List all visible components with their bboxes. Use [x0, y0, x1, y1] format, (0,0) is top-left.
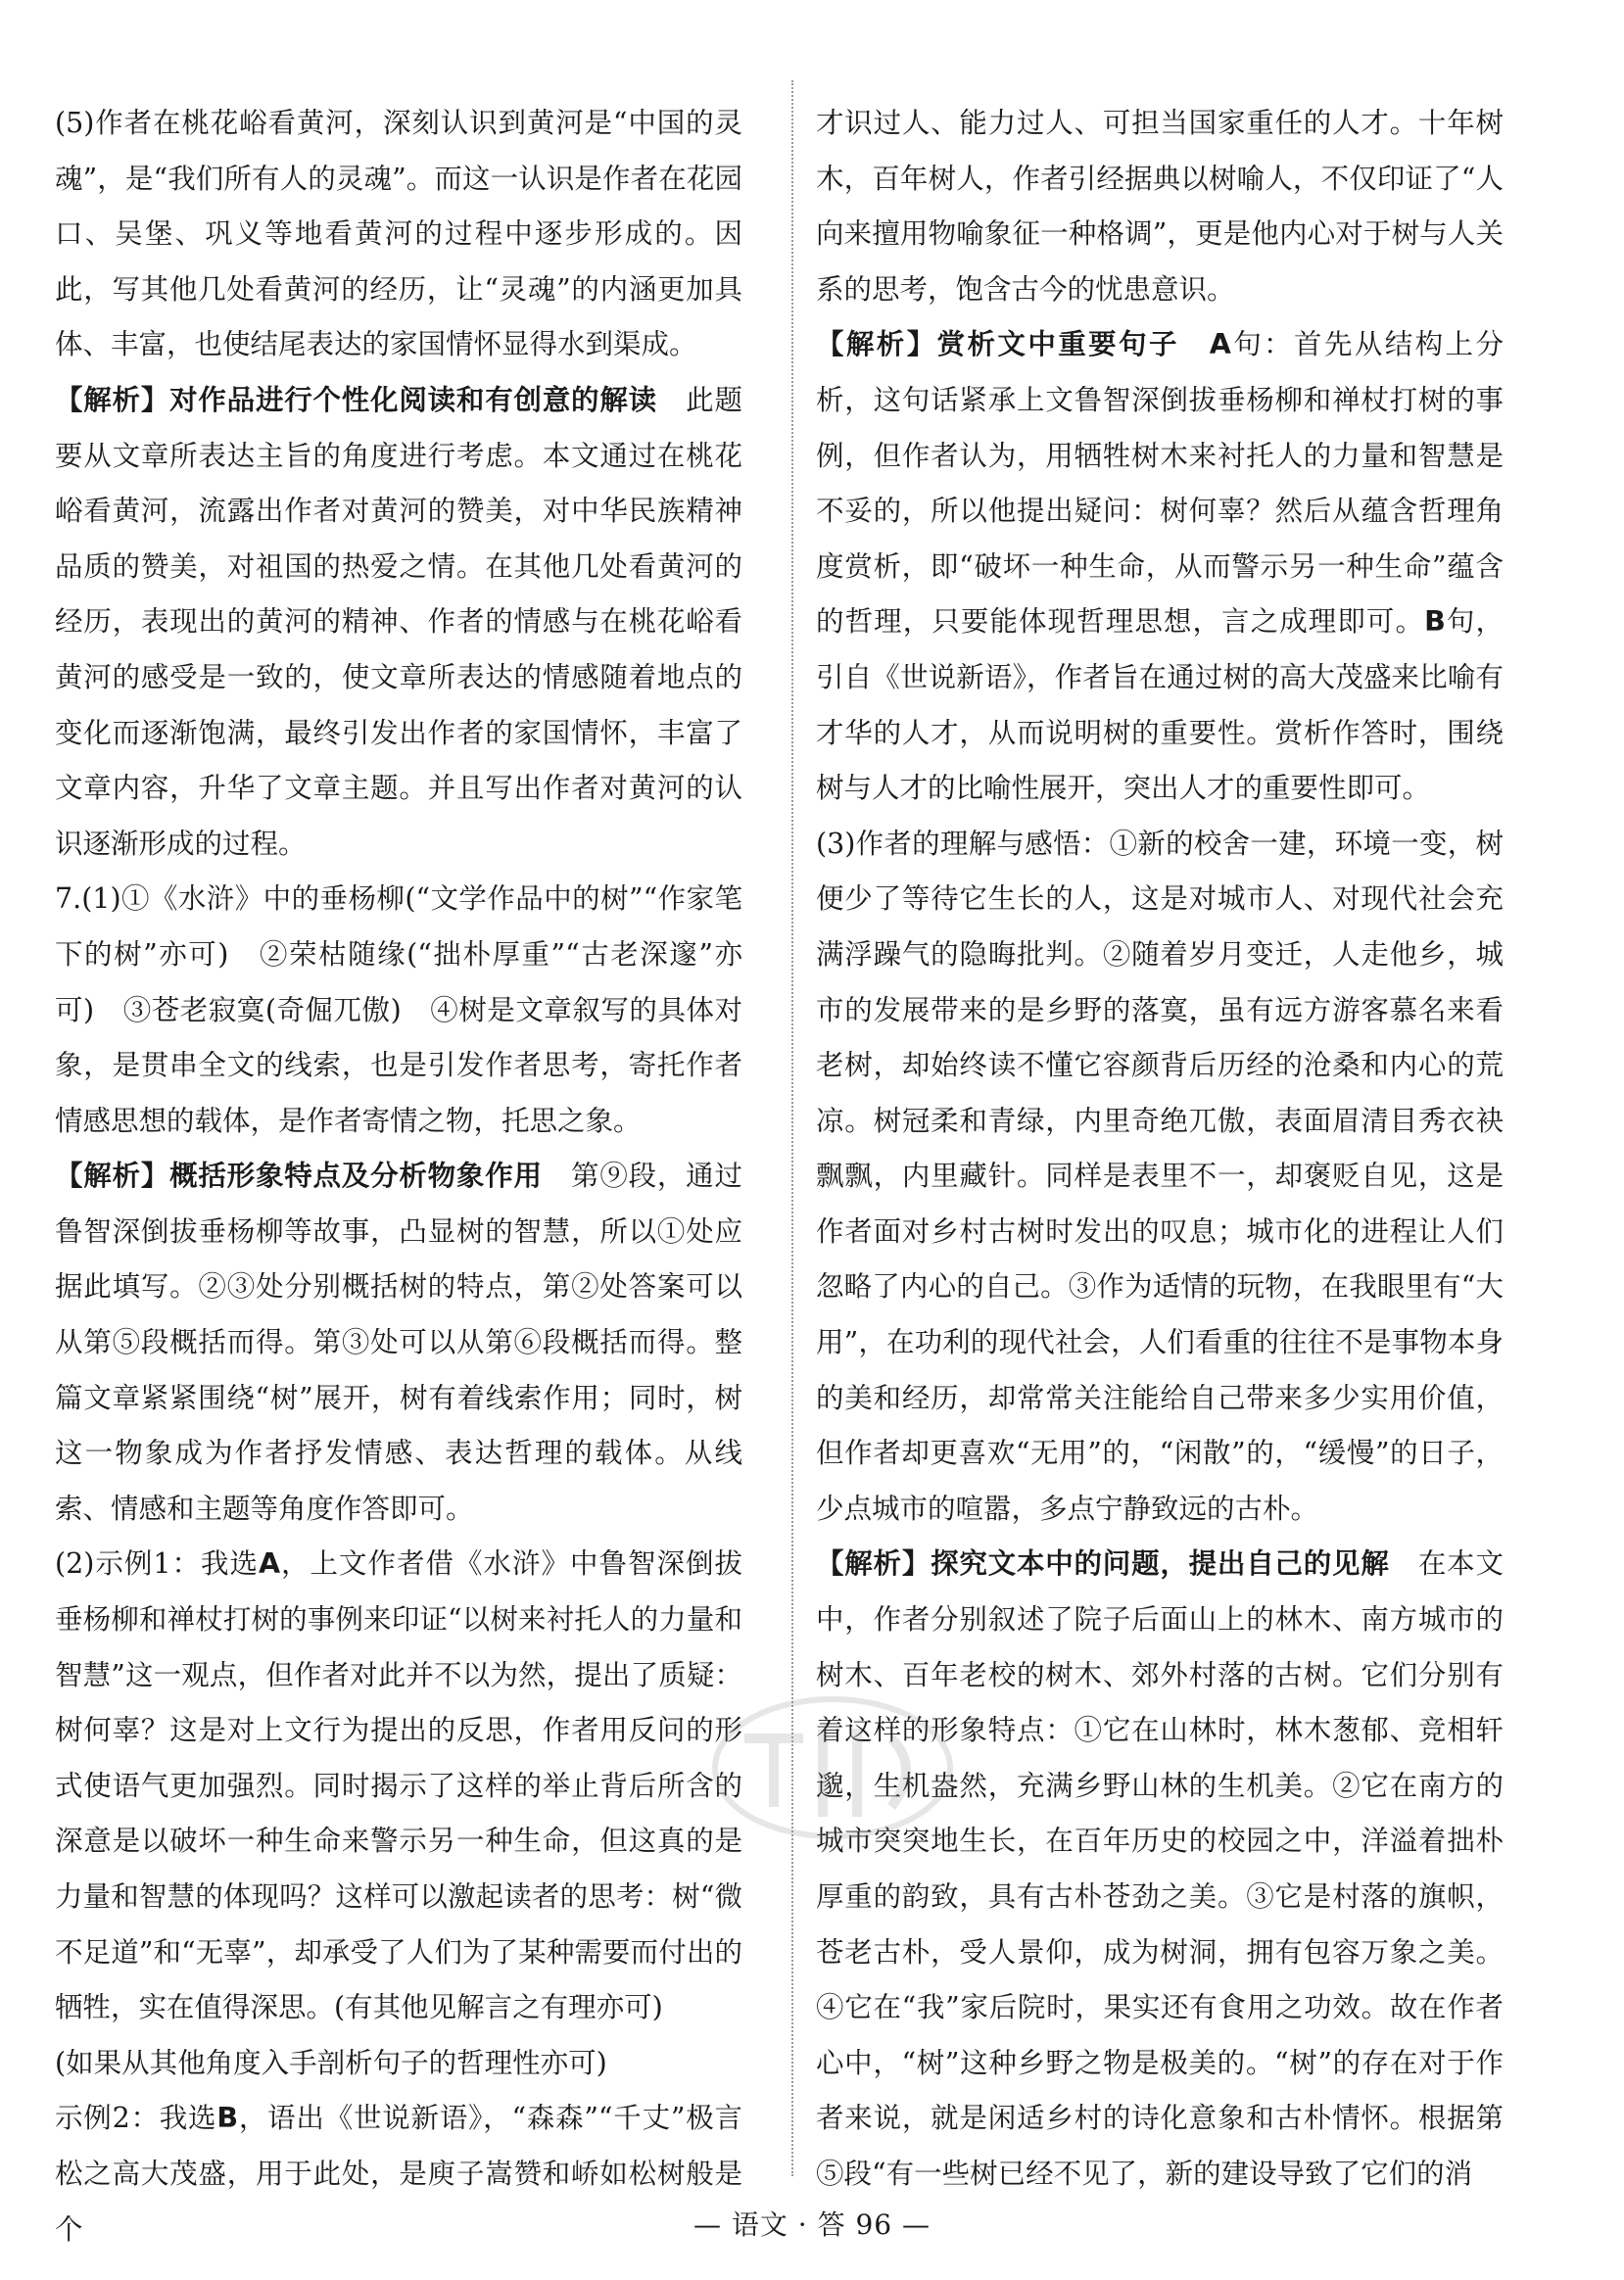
page-footer: — 语文 · 答 96 —	[693, 2209, 931, 2241]
analysis-block	[55, 373, 742, 872]
answer-7-1: 7.(1)①《水浒》中的垂杨柳(“文学作品中的树”“作家笔下的树”亦可) ②荣枯随缘(“拙朴厚重”“古老深邃”亦可) ③苍老寂寞(奇倔兀傲) ④树是文章叙写的具体对象，是贯串全文的线索，也是引发作者思考，寄托作者情感思想的载体，是作者寄情之物，托思之象。	[55, 882, 742, 1137]
answer-7-2-note: (如果从其他角度入手剖析句子的哲理性亦可)	[55, 2046, 607, 2079]
analysis-title: 探究文本中的问题，提出自己的见解	[931, 1547, 1390, 1581]
answer-7-3: (3)作者的理解与感悟：①新的校舍一建，环境一变，树便少了等待它生长的人，这是对城市人、对现代社会充满浮躁气的隐晦批判。②随着岁月变迁，人走他乡，城市的发展带来的是乡野的落寞，虽有远方游客慕名来看老树，却始终读不懂它容颜背后历经的沧桑和内心的荒凉。树冠柔和青绿，内里奇绝兀傲，表面眉清目秀衣袂飘飘，内里藏针。同样是表里不一，却褒贬自见，这是作者面对乡村古树时发出的叹息；城市化的进程让人们忽略了内心的自己。③作为适情的玩物，在我眼里有“大用”，在功利的现代社会，人们看重的往往不是事物本身的美和经历，却常常关注能给自己带来多少实用价值，但作者却更喜欢“无用”的，“闲散”的，“缓慢”的日子，少点城市的喧嚣，多点宁静致远的古朴。	[816, 827, 1504, 1525]
analysis-tag: 【解析】	[55, 1160, 170, 1193]
analysis-block	[816, 317, 1504, 816]
analysis-tag: 【解析】	[816, 328, 937, 361]
left-column	[55, 96, 742, 2257]
example-body: ，语出《世说新语》，“森森”“千丈”极言松之高大茂盛，用于此处，是庾子嵩赞和峤如松树般是个	[55, 2102, 742, 2246]
analysis-body: 第⑨段，通过鲁智深倒拔垂杨柳等故事，凸显树的智慧，所以①处应据此填写。②③处分别概括树的特点，第②处答案可以从第⑤段概括而得。第③处可以从第⑥段概括而得。整篇文章紧紧围绕“树”展开，树有着线索作用；同时，树这一物象成为作者抒发情感、表达哲理的载体。从线索、情感和主题等角度作答即可。	[55, 1160, 742, 1525]
analysis-title: 赏析文中重要句子	[936, 328, 1179, 361]
answer-7-2-continued: 才识过人、能力过人、可担当国家重任的人才。十年树木，百年树人，作者引经据典以树喻人，不仅印证了“人向来擅用物喻象征一种格调”，更是他内心对于树与人关系的思考，饱含古今的忧患意识。	[816, 107, 1504, 306]
example-lead: 示例2：我选	[55, 2102, 217, 2135]
analysis-body	[1179, 328, 1210, 360]
analysis-body: 在本文中，作者分别叙述了院子后面山上的林木、南方城市的树木、百年老校的树木、郊外村落的古树。它们分别有着这样的形象特点：①它在山林时，林木葱郁、竞相轩邈，生机盎然，充满乡野山林的生机美。②它在南方的城市突突地生长，在百年历史的校园之中，洋溢着拙朴厚重的韵致，具有古朴苍劲之美。③它是村落的旗帜，苍老古朴，受人景仰，成为树洞，拥有包容万象之美。④它在“我”家后院时，果实还有食用之功效。故在作者心中，“树”这种乡野之物是极美的。“树”的存在对于作者来说，就是闲适乡村的诗化意象和古朴情怀。根据第⑤段“有一些树已经不见了，新的建设导致了它们的消	[816, 1547, 1504, 2190]
column-divider	[791, 80, 793, 2176]
choice-letter: B	[1424, 605, 1446, 639]
analysis-block	[816, 1537, 1504, 2202]
analysis-title: 对作品进行个性化阅读和有创意的解读	[169, 383, 657, 416]
analysis-block	[55, 1149, 742, 1537]
choice-letter: B	[216, 2102, 239, 2135]
analysis-title: 概括形象特点及分析物象作用	[169, 1160, 543, 1193]
right-column	[816, 96, 1504, 2203]
answer-7-2-example-1	[55, 1537, 742, 2035]
analysis-body: 句：首先从结构上分析，这句话紧承上文鲁智深倒拔垂杨柳和禅杖打树的事例，但作者认为，用牺牲树木来衬托人的力量和智慧是不妥的，所以他提出疑问：树何辜？然后从蕴含哲理角度赏析，即“破坏一种生命，从而警示另一种生命”蕴含的哲理，只要能体现哲理思想，言之成理即可。	[816, 328, 1504, 639]
example-body: ，上文作者借《水浒》中鲁智深倒拔垂杨柳和禅杖打树的事例来印证“以树来衬托人的力量和智慧”这一观点，但作者对此并不以为然，提出了质疑：树何辜？这是对上文行为提出的反思，作者用反问的形式使语气更加强烈。同时揭示了这样的举止背后所含的深意是以破坏一种生命来警示另一种生命，但这真的是力量和智慧的体现吗？这样可以激起读者的思考：树“微不足道”和“无辜”，却承受了人们为了某种需要而付出的牺牲，实在值得深思。(有其他见解言之有理亦可)	[55, 1547, 742, 2024]
choice-letter: A	[258, 1547, 281, 1581]
analysis-tag: 【解析】	[55, 383, 170, 416]
analysis-tag: 【解析】	[816, 1547, 931, 1581]
analysis-body: 句，引自《世说新语》，作者旨在通过树的高大茂盛来比喻有才华的人才，从而说明树的重要性。赏析作答时，围绕树与人才的比喻性展开，突出人才的重要性即可。	[816, 605, 1504, 805]
choice-letter: A	[1209, 328, 1231, 361]
example-lead: (2)示例1：我选	[55, 1547, 259, 1581]
answer-5: (5)作者在桃花峪看黄河，深刻认识到黄河是“中国的灵魂”，是“我们所有人的灵魂”。而这一认识是作者在花园口、吴堡、巩义等地看黄河的过程中逐步形成的。因此，写其他几处看黄河的经历，让“灵魂”的内涵更加具体、丰富，也使结尾表达的家国情怀显得水到渠成。	[55, 107, 742, 361]
analysis-body: 此题要从文章所表达主旨的角度进行考虑。本文通过在桃花峪看黄河，流露出作者对黄河的赞美，对中华民族精神品质的赞美，对祖国的热爱之情。在其他几处看黄河的经历，表现出的黄河的精神、作者的情感与在桃花峪看黄河的感受是一致的，使文章所表达的情感随着地点的变化而逐渐饱满，最终引发出作者的家国情怀，丰富了文章内容，升华了文章主题。并且写出作者对黄河的认识逐渐形成的过程。	[55, 383, 742, 860]
